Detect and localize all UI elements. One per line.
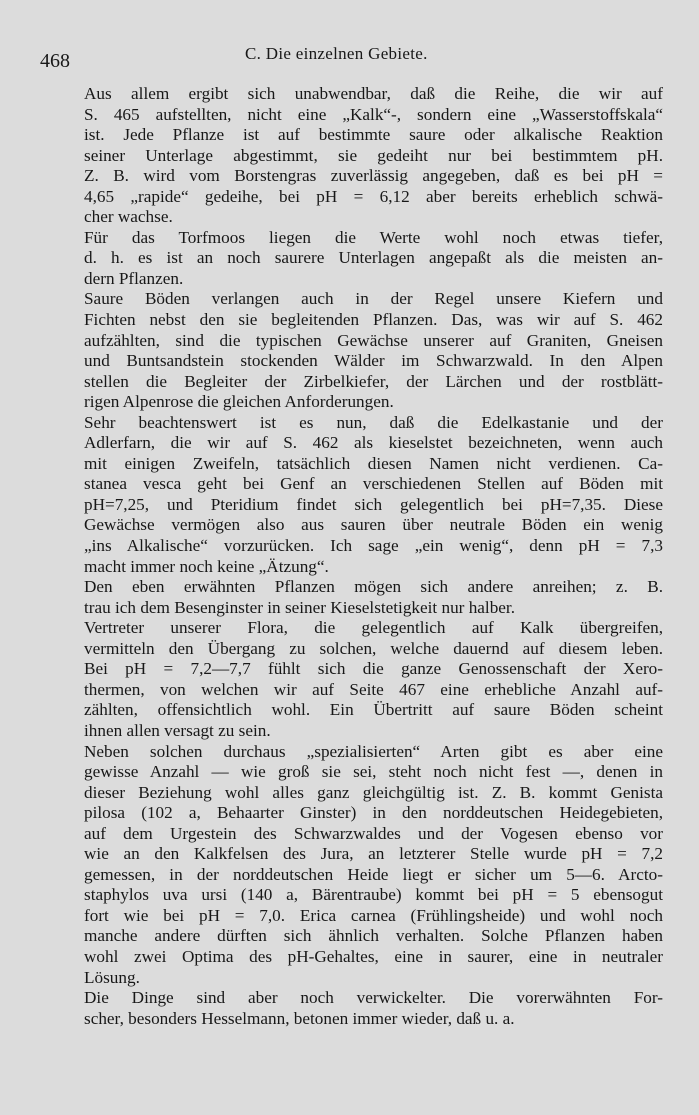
text-line: fort wie bei pH = 7,0. Erica carnea (Frühlingsheide) und wohl noch — [84, 905, 663, 925]
text-line: Neben solchen durchaus „spezialisierten“ Arten gibt es aber eine — [84, 741, 663, 761]
text-line: rigen Alpenrose die gleichen Anforderungen. — [84, 392, 394, 412]
text-line: manche andere dürften sich ähnlich verhalten. Solche Pflanzen haben — [84, 926, 663, 946]
text-line: Bei pH = 7,2—7,7 fühlt sich die ganze Genossenschaft der Xero- — [84, 659, 663, 679]
text-line: gewisse Anzahl — wie groß sie sei, steht noch nicht fest —, denen in — [84, 762, 663, 782]
text-line: dern Pflanzen. — [84, 268, 184, 288]
text-line: ist. Jede Pflanze ist auf bestimmte saure oder alkalische Reaktion — [84, 125, 663, 145]
text-line: Den eben erwähnten Pflanzen mögen sich andere anreihen; z. B. — [84, 577, 663, 597]
text-line: zählten, offensichtlich wohl. Ein Übertritt auf saure Böden scheint — [84, 700, 663, 720]
text-line: Vertreter unserer Flora, die gelegentlich auf Kalk übergreifen, — [84, 618, 663, 638]
text-line: Gewächse vermögen also aus sauren über neutrale Böden ein wenig — [84, 515, 663, 535]
text-line: pH=7,25, und Pteridium findet sich gelegentlich bei pH=7,35. Diese — [84, 494, 663, 514]
text-line: Für das Torfmoos liegen die Werte wohl noch etwas tiefer, — [84, 227, 663, 247]
text-line: vermitteln den Übergang zu solchen, welche dauernd auf diesem leben. — [84, 638, 663, 658]
paragraph — [44, 618, 663, 741]
text-line: macht immer noch keine „Ätzung“. — [84, 556, 329, 576]
text-line: Sehr beachtenswert ist es nun, daß die Edelkastanie und der — [84, 412, 663, 432]
paragraph — [44, 577, 663, 618]
text-line: ihnen allen versagt zu sein. — [84, 720, 271, 740]
page-number: 468 — [40, 50, 70, 72]
body-text — [44, 84, 663, 1029]
paragraph — [44, 289, 663, 412]
text-line: scher, besonders Hesselmann, betonen immer wieder, daß u. a. — [84, 1008, 515, 1028]
text-line: Aus allem ergibt sich unabwendbar, daß die Reihe, die wir auf — [84, 84, 663, 103]
text-line: Adlerfarn, die wir auf S. 462 als kieselstet bezeichneten, wenn auch — [84, 433, 663, 453]
text-line: seiner Unterlage abgestimmt, sie gedeiht nur bei bestimmtem pH. — [84, 145, 663, 165]
text-line: und Buntsandstein stockenden Wälder im Schwarzwald. In den Alpen — [84, 351, 663, 371]
text-line: Die Dinge sind aber noch verwickelter. Die vorerwähnten For- — [84, 988, 663, 1008]
page-header — [40, 44, 659, 74]
text-line: gemessen, in der norddeutschen Heide liegt er sicher um 5—6. Arcto- — [84, 864, 663, 884]
text-line: trau ich dem Besenginster in seiner Kieselstetigkeit nur halber. — [84, 597, 515, 617]
paragraph — [44, 988, 663, 1029]
paragraph — [44, 413, 663, 577]
text-line: dieser Beziehung wohl alles ganz gleichgültig ist. Z. B. kommt Genista — [84, 782, 663, 802]
text-line: Lösung. — [84, 967, 140, 987]
text-line: aufzählten, sind die typischen Gewächse unserer auf Graniten, Gneisen — [84, 330, 663, 350]
text-line: wohl zwei Optima des pH-Gehaltes, eine in saurer, eine in neutraler — [84, 946, 663, 966]
paragraph — [44, 742, 663, 989]
text-line: pilosa (102 a, Behaarter Ginster) in den norddeutschen Heidegebieten, — [84, 803, 663, 823]
paragraph — [44, 228, 663, 290]
running-head: C. Die einzelnen Gebiete. — [245, 44, 428, 63]
text-line: Fichten nebst den sie begleitenden Pflanzen. Das, was wir auf S. 462 — [84, 310, 663, 330]
text-line: staphylos uva ursi (140 a, Bärentraube) kommt bei pH = 5 ebensogut — [84, 885, 663, 905]
text-line: cher wachse. — [84, 207, 173, 227]
text-line: „ins Alkalische“ vorzurücken. Ich sage „ein wenig“, denn pH = 7,3 — [84, 536, 663, 556]
text-line: mit einigen Zweifeln, tatsächlich diesen Namen nicht verdienen. Ca- — [84, 453, 663, 473]
text-line: Saure Böden verlangen auch in der Regel unsere Kiefern und — [84, 289, 663, 309]
text-line: stellen die Begleiter der Zirbelkiefer, der Lärchen und der rostblätt- — [84, 371, 663, 391]
text-line: wie an den Kalkfelsen des Jura, an letzterer Stelle wurde pH = 7,2 — [84, 844, 663, 864]
text-line: Z. B. wird vom Borstengras zuverlässig angegeben, daß es bei pH = — [84, 166, 663, 186]
text-line: thermen, von welchen wir auf Seite 467 eine erhebliche Anzahl auf- — [84, 679, 663, 699]
text-line: stanea vesca geht bei Genf an verschiedenen Stellen auf Böden mit — [84, 474, 663, 494]
text-line: 4,65 „rapide“ gedeihe, bei pH = 6,12 aber bereits erheblich schwä- — [84, 186, 663, 206]
text-line: S. 465 aufstellten, nicht eine „Kalk“-, sondern eine „Wasserstoffskala“ — [84, 104, 663, 124]
paragraph — [44, 84, 663, 228]
text-line: d. h. es ist an noch saurere Unterlagen angepaßt als die meisten an- — [84, 248, 663, 268]
text-line: auf dem Urgestein des Schwarzwaldes und der Vogesen ebenso vor — [84, 823, 663, 843]
